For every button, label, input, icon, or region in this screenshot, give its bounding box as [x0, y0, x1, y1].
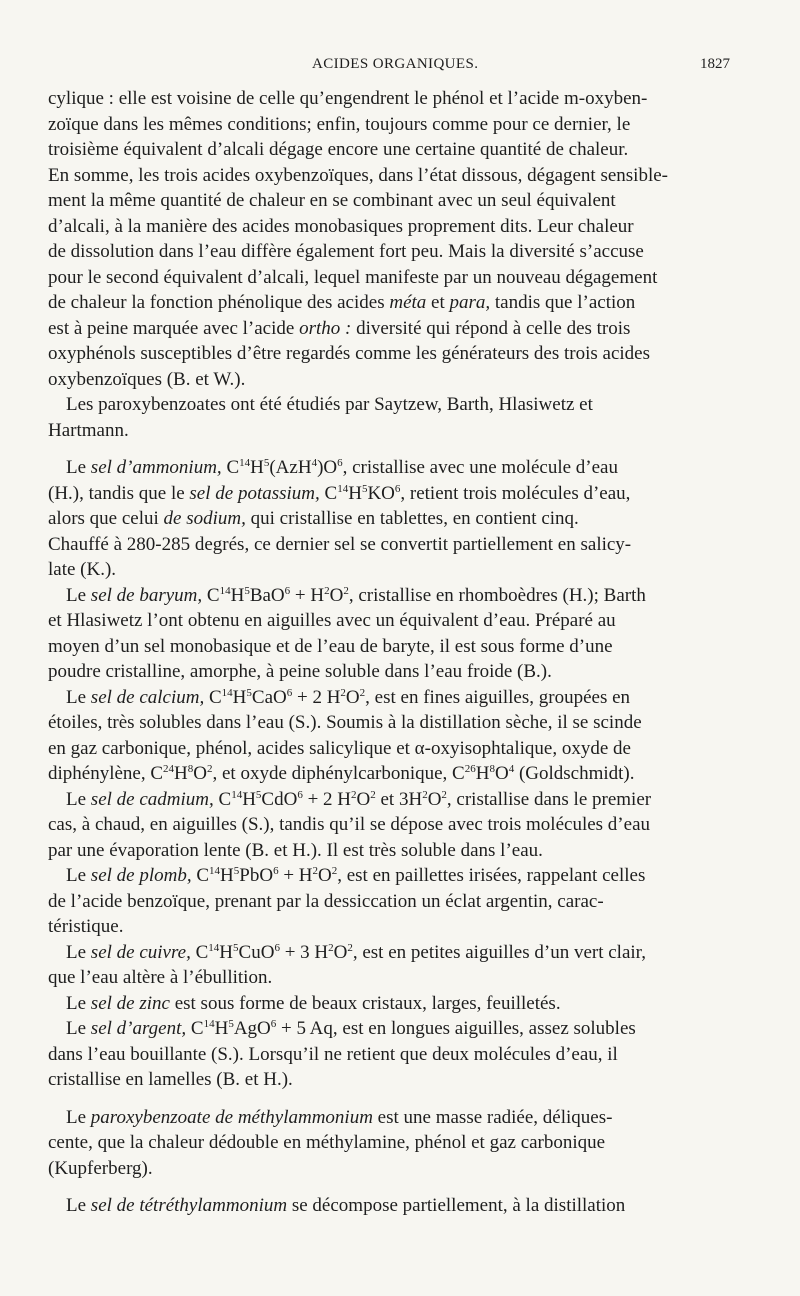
text-run: alors que celui [48, 508, 164, 529]
page-header [0, 56, 800, 78]
superscript: 2 [370, 788, 376, 801]
text-line [48, 532, 736, 558]
text-run: + 5 Aq, est en longues aiguilles, assez solubles [276, 1018, 636, 1039]
italic-run: sel de calcium, [90, 686, 205, 708]
text-run: KO [367, 482, 395, 504]
text-run: dans l’eau bouillante (S.). Lorsqu’il ne retient que deux molécules d’eau, il [48, 1043, 618, 1065]
superscript: 8 [187, 763, 194, 775]
text-run: Le [66, 584, 91, 606]
superscript: 2 [441, 788, 447, 801]
text-run: O [318, 865, 332, 886]
text-line [48, 583, 736, 609]
superscript: 6 [274, 941, 280, 954]
text-run: Le [66, 992, 91, 1014]
text-run: H [174, 763, 188, 784]
text-run: , cristallise en rhomboèdres (H.); Barth [348, 584, 646, 606]
italic-run: sel de plomb, [90, 865, 192, 886]
superscript: 14 [221, 686, 233, 699]
paragraph-gap [48, 443, 736, 455]
text-run: late (K.). [48, 559, 117, 580]
superscript: 5 [361, 482, 368, 495]
italic-run: méta [389, 292, 427, 313]
superscript: 14 [231, 788, 243, 801]
text-run: CdO [261, 788, 298, 810]
text-run: moyen d’un sel monobasique et de l’eau de baryte, il est sous forme d’une [48, 635, 613, 657]
text-run: de chaleur la fonction phénolique des acides [48, 292, 390, 313]
text-line [48, 1193, 736, 1219]
text-run: Le [66, 788, 91, 810]
text-run: Hartmann. [48, 419, 129, 441]
text-line [48, 659, 736, 685]
text-run: , est en paillettes irisées, rappelant celles [337, 865, 646, 886]
text-line [48, 1105, 736, 1131]
text-run: , et oxyde diphénylcarbonique, C [212, 763, 465, 784]
text-line [48, 608, 736, 634]
paragraph-gap [48, 1181, 736, 1193]
text-run: CuO [238, 941, 275, 963]
superscript: 6 [284, 584, 291, 597]
italic-run: sel de cadmium, [90, 788, 214, 810]
text-run: diversité qui répond à celle des trois [351, 317, 631, 339]
text-run: cente, que la chaleur dédouble en méthylamine, phénol et gaz carbonique [48, 1132, 606, 1153]
text-run: C [202, 584, 220, 606]
text-line [48, 863, 736, 889]
text-run: cylique : elle est voisine de celle qu’engendrent le phénol et l’acide m-oxyben- [48, 88, 648, 109]
superscript: 8 [489, 763, 495, 775]
running-title: ACIDES ORGANIQUES. [312, 56, 479, 72]
text-line [48, 787, 736, 813]
text-run: Le [66, 1018, 91, 1039]
text-run: En somme, les trois acides oxybenzoïques, dans l’état dissous, dégagent sensible- [48, 164, 669, 186]
superscript: 2 [359, 686, 366, 699]
paragraph [48, 583, 736, 685]
superscript: 6 [297, 788, 303, 801]
text-line [48, 1016, 736, 1042]
paragraph [48, 1193, 736, 1219]
superscript: 4 [311, 457, 318, 469]
text-line [48, 1042, 736, 1068]
text-line [48, 418, 736, 444]
italic-run: ortho : [299, 317, 352, 339]
text-run: tandis que l’action [490, 292, 636, 313]
text-run: cristallise en lamelles (B. et H.). [48, 1069, 293, 1090]
text-run: C [191, 865, 210, 886]
text-run: (Kupferberg). [48, 1157, 153, 1179]
text-run: que l’eau altère à l’ébullition. [48, 967, 273, 988]
text-run: C [186, 1018, 204, 1039]
paragraph-gap [48, 1093, 736, 1105]
superscript: 14 [208, 941, 220, 954]
text-run: H [232, 686, 247, 708]
text-run: C [190, 941, 209, 963]
text-run: est à peine marquée avec l’acide [48, 317, 300, 339]
page-number: 1827 [700, 56, 730, 72]
text-run: qui cristallise en tablettes, en contient cinq. [245, 508, 579, 529]
superscript: 2 [331, 865, 338, 877]
italic-run: sel de cuivre, [90, 941, 191, 963]
text-run: oxybenzoïques (B. et W.). [48, 368, 246, 390]
text-run: en gaz carbonique, phénol, acides salicylique et α-oxyisophtalique, oxyde de [48, 737, 631, 759]
paragraph [48, 86, 736, 392]
text-run: C [221, 457, 240, 478]
text-line [48, 1067, 736, 1093]
superscript: 14 [203, 1018, 215, 1030]
text-line [48, 761, 736, 787]
italic-run: sel d’argent, [90, 1018, 187, 1039]
text-run: se décompose partiellement, à la distillation [287, 1195, 626, 1216]
superscript: 14 [219, 584, 231, 597]
text-line [48, 265, 736, 291]
text-run: oxyphénols susceptibles d’être regardés comme les générateurs des trois acides [48, 343, 650, 364]
text-line [48, 940, 736, 966]
text-run: , retient trois molécules d’eau, [400, 482, 631, 504]
text-line [48, 188, 736, 214]
text-run: de l’acide benzoïque, prenant par la dessiccation un éclat argentin, carac- [48, 890, 604, 912]
italic-run: para, [449, 292, 491, 313]
italic-run: sel de potassium, [189, 482, 320, 504]
text-line [48, 239, 736, 265]
text-line [48, 392, 736, 418]
text-run: H [348, 482, 362, 504]
text-run: O [329, 584, 344, 606]
superscript: 6 [394, 482, 401, 495]
superscript: 2 [422, 788, 428, 801]
text-line [48, 290, 736, 316]
text-line [48, 163, 736, 189]
text-run: O [345, 686, 360, 708]
text-run: téristique. [48, 916, 124, 937]
superscript: 6 [273, 865, 279, 877]
italic-run: sel de baryum, [90, 584, 203, 606]
text-run: par une évaporation lente (B. et H.). Il est très soluble dans l’eau. [48, 839, 543, 861]
text-run: H [250, 457, 264, 478]
text-line [48, 341, 736, 367]
superscript: 2 [340, 686, 346, 699]
text-line [48, 112, 736, 138]
text-run: + H [290, 584, 325, 606]
paragraph [48, 685, 736, 787]
text-run: pour le second équivalent d’alcali, lequel manifeste par un nouveau dégagement [48, 266, 658, 288]
text-run: et [426, 292, 450, 313]
superscript: 4 [508, 763, 515, 775]
italic-run: sel d’ammonium, [90, 457, 222, 478]
superscript: 2 [207, 763, 213, 775]
text-run: O [193, 763, 207, 784]
superscript: 5 [244, 584, 250, 597]
text-line [48, 914, 736, 940]
superscript: 2 [312, 865, 318, 877]
text-run: d’alcali, à la manière des acides monobasiques proprement dits. Leur chaleur [48, 215, 634, 237]
text-line [48, 137, 736, 163]
text-run: zoïque dans les mêmes conditions; enfin, toujours comme pour ce dernier, le [48, 113, 631, 135]
superscript: 5 [246, 686, 252, 699]
text-run: + 3 H [279, 941, 329, 963]
text-run: (AzH [269, 457, 312, 478]
text-run: Le [66, 457, 91, 478]
superscript: 5 [255, 788, 262, 801]
text-line [48, 991, 736, 1017]
text-line [48, 889, 736, 915]
text-line [48, 214, 736, 240]
text-run: , est en petites aiguilles d’un vert clair, [352, 941, 646, 963]
text-run: Le [66, 865, 91, 886]
italic-run: sel de tétréthylammonium [90, 1195, 288, 1216]
text-run: C [319, 482, 338, 504]
paragraph [48, 1105, 736, 1182]
text-run: Les paroxybenzoates ont été étudiés par Saytzew, Barth, Hlasiwetz et [66, 394, 593, 415]
text-run: + 2 H [292, 686, 341, 708]
paragraph [48, 392, 736, 443]
superscript: 5 [233, 865, 240, 877]
text-run: H [242, 788, 256, 810]
text-run: cas, à chaud, en aiguilles (S.), tandis qu’il se dépose avec trois molécules d’eau [48, 814, 650, 835]
text-line [48, 965, 736, 991]
superscript: 2 [328, 941, 334, 954]
text-run: O [427, 788, 442, 810]
text-run: est sous forme de beaux cristaux, larges, feuilletés. [169, 992, 561, 1014]
text-run: CaO [251, 686, 287, 708]
text-line [48, 634, 736, 660]
text-line [48, 838, 736, 864]
text-run: H [230, 584, 245, 606]
text-run: PbO [239, 865, 274, 886]
italic-run: de sodium, [163, 508, 246, 529]
text-line [48, 1130, 736, 1156]
text-line [48, 1156, 736, 1182]
superscript: 2 [351, 788, 357, 801]
italic-run: sel de zinc [90, 992, 170, 1014]
text-run: poudre cristalline, amorphe, à peine soluble dans l’eau froide (B.). [48, 661, 552, 682]
text-run: de dissolution dans l’eau diffère également fort peu. Mais la diversité s’accuse [48, 241, 644, 262]
text-run: + H [278, 865, 313, 886]
superscript: 6 [270, 1018, 277, 1030]
text-line [48, 367, 736, 393]
superscript: 26 [464, 763, 476, 775]
italic-run: paroxybenzoate de méthylammonium [90, 1106, 373, 1128]
superscript: 14 [337, 482, 349, 495]
text-line [48, 316, 736, 342]
superscript: 6 [337, 457, 343, 469]
text-run: , cristallise dans le premier [446, 788, 652, 810]
text-run: O [494, 763, 509, 784]
superscript: 2 [324, 584, 330, 597]
text-line [48, 86, 736, 112]
text-run: (H.), tandis que le [48, 482, 190, 504]
text-run: AgO [233, 1018, 271, 1039]
superscript: 5 [263, 457, 270, 469]
text-run: H [220, 865, 234, 886]
text-run: et Hlasiwetz l’ont obtenu en aiguilles avec un équivalent d’eau. Préparé au [48, 610, 616, 631]
text-run: , cristallise avec une molécule d’eau [342, 457, 618, 478]
paragraph [48, 455, 736, 583]
text-run: étoiles, très solubles dans l’eau (S.). Soumis à la distillation sèche, il se scinde [48, 712, 642, 733]
text-run: BaO [249, 584, 285, 606]
text-run: H [214, 1018, 229, 1039]
paragraph [48, 991, 736, 1017]
text-line [48, 710, 736, 736]
text-run: diphénylène, C [48, 763, 164, 784]
text-line [48, 736, 736, 762]
text-line [48, 557, 736, 583]
text-line [48, 685, 736, 711]
text-run: Le [66, 1195, 91, 1216]
text-line [48, 506, 736, 532]
text-run: Chauffé à 280-285 degrés, ce dernier sel se convertit partiellement en salicy- [48, 533, 632, 555]
superscript: 5 [233, 941, 239, 954]
superscript: 5 [228, 1018, 234, 1030]
text-run: ment la même quantité de chaleur en se combinant avec un seul équivalent [48, 190, 616, 211]
superscript: 2 [343, 584, 349, 597]
text-run: Le [66, 686, 91, 708]
text-run: O [333, 941, 348, 963]
text-run: H [475, 763, 490, 784]
text-run: C [213, 788, 232, 810]
superscript: 14 [209, 865, 221, 877]
text-run: et 3H [375, 788, 423, 810]
paragraph [48, 863, 736, 940]
text-run: H [219, 941, 234, 963]
text-run: C [204, 686, 222, 708]
text-line [48, 812, 736, 838]
superscript: 24 [163, 763, 175, 775]
superscript: 2 [347, 941, 353, 954]
paragraph [48, 940, 736, 991]
text-run: Le [66, 941, 91, 963]
body-text [48, 86, 736, 1219]
text-run: )O [317, 457, 338, 478]
superscript: 6 [286, 686, 293, 699]
text-run: , est en fines aiguilles, groupées en [365, 686, 631, 708]
text-run: troisième équivalent d’alcali dégage encore une certaine quantité de chaleur. [48, 139, 629, 160]
text-run: Le [66, 1106, 91, 1128]
text-run: est une masse radiée, déliques- [372, 1106, 613, 1128]
text-line [48, 481, 736, 507]
text-line [48, 455, 736, 481]
text-run: O [356, 788, 371, 810]
text-run: + 2 H [302, 788, 352, 810]
superscript: 14 [239, 457, 251, 469]
text-run: (Goldschmidt). [514, 763, 635, 784]
paragraph [48, 1016, 736, 1093]
paragraph [48, 787, 736, 864]
